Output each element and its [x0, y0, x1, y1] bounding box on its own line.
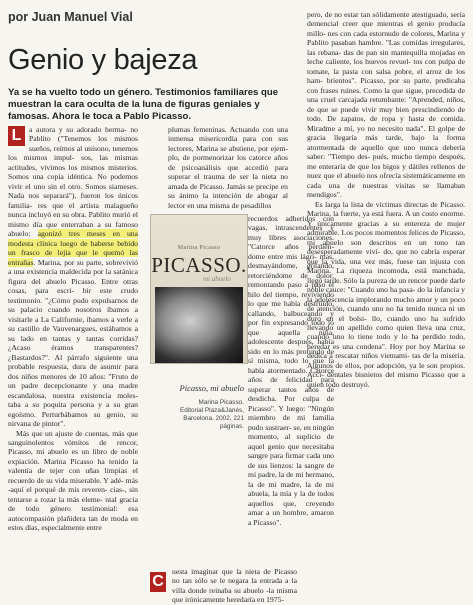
book-author: Marina Picasso	[177, 245, 221, 251]
book-caption	[162, 383, 244, 431]
book-title: PICASSO.	[151, 253, 247, 277]
dropcap-c: C	[150, 572, 166, 592]
column-3-paragraph-2: Es larga la lista de víctimas directas de Picasso. Marina, la fuerte, ya está fuera. A un costo enorme. Y únicamente gracias a su entereza de mujer admirable. Los pocos momentos felices de Picasso, mi abuelo son descritos en un tono tan desesperadamente viví- do, que no cabría esperar que la vida, una vez más, fuese tan injusta con Marina. La riqueza incomoda, está manchada, llegó tarde. Sólo la pureza de un rencor puede darle noble cauce: "Cuando uno ha pasa- do la infancia y la adolescencia implorando mucho amor y un poco de atención, cuando uno no ha tenido nunca ni un duro en el bolsi- llo, cuando uno ha sufrido llevando un apellido como quien lleva una cruz, cuando uno lo tiene todo y lo ha perdido todo, heredar es una condena". Hoy por hoy Marina se dedica a rescatar niños vietnami- tas de la miseria. Algunos de ellos, por adopción, ya le son propios. Acci- dentales bisnietos del mismo Picasso que a quien todo destruyó.	[307, 199, 465, 389]
caption-title: Picasso, mi abuelo	[179, 383, 244, 393]
standfirst: Ya se ha vuelto todo un género. Testimonios familiares que muestran la cara oculta de la luna de figuras geniales y famosas. Ahora le toca a Pablo Picasso.	[8, 87, 279, 122]
book-cover-photo	[155, 287, 243, 363]
column-2-bottom-text: uesta imaginar que la nieta de Picasso no tan sólo se le negara la entrada a la villa donde reinaba su abuelo -la misma que irónicamente heredaría en 1975-	[172, 567, 297, 605]
column-2-top-text: plumas femeninas. Actuando con una inmensa misericordia para con sus lectores, Marina se abstiene, por ejem- plo, de pormenorizar los catorce años de psicoanálisis que accedió para superar el trauma de ser la nieta no amada de Picasso. Jamás se precipe en su ánimo la intención de abogar al lector en una misma de pesadillos	[168, 125, 288, 210]
column-2-top	[168, 125, 288, 215]
column-3	[307, 10, 465, 595]
column-2-bottom	[172, 567, 297, 605]
highlighted-passage: agonizó tres meses en una modesta clínica luego de haberse bebido un frasco de lejía que le quemó las entrañas	[8, 229, 138, 267]
caption-publisher: Editorial Plaza&Janés,	[180, 407, 244, 414]
headline: Genio y bajeza	[8, 44, 198, 76]
book-subtitle: mi abuelo	[203, 275, 231, 283]
column-1	[8, 125, 138, 595]
column-1-paragraph-1	[8, 125, 138, 429]
column-1-paragraph-2: Más que un ajuste de cuentas, más que sanguinolentos vómitos de rencor, Picasso, mi abuelo es un libro de noble expiación. Marina Picasso ha tenido la valentía de tejer con uñas limpias el recuerdo de su vida miserable. Y adé- más -aquí el porqué de mis reveren- cias-, sin tentarse a rozar la más eleme- ntal gracia de todo género testimonial: esa autocompasión plañidera tan de moda en estos días, especialmente entre	[8, 428, 138, 533]
column-1-lead-continued: . Marina, por su parte, sobrevivió a una existencia maldecida por la satánica figura del abuelo Picasso. Entre otras cosas, para escri- bir este crudo testimonio. "¿Cómo pudo expulsarnos de su palacio cuando nosotros íbamos a visitarle a La Californie, íbamos a verle a su castillo de Vauvenargues, estábamos a su lado en tantas y tantas corridas? ¿Acaso éramos transparentes? ¿Bastardos?". Al párrafo siguiente una probable respuesta, dura de asumir para dos niños menores de 10 años: "Fruto de un padre decepcionante y una madre escandalosa, nuestra existencia moles- taba a su poquita persona y a su gran egoísmo. Perturbábamos su genio, su nirvana de pintor".	[8, 257, 138, 429]
dropcap-l: L	[8, 126, 25, 146]
column-1-lead-text: a autora y su adorado herma- no Pablito ("Tenemos los mismos sueños, reímos al unísono, tenemos los mismos impul- sos, las mismas actitudes, vivimos los mismos misterios. Somos una copia idéntica. No podemos vivir el uno sin el otro. Somos siameses. Nada nos separará"), fueron los únicos familia- res que el artista malagueño nunca incluyó en su obra. Pablito murió el mismo día que enterraban a su famoso abuelo:	[8, 125, 138, 239]
byline: por Juan Manuel Vial	[8, 10, 133, 24]
column-3-paragraph-1: pero, de no estar tan sólidamente atestiguado, sería demencial creer que mientras el genio producía millo- nes con cada estornudo de colores, Marina y Pablito pasaban hambre. "Las comidas irregulares, las rebana- das de pan sin mantequilla mojadas en leche caliente, los huevos revuel- tos con pulpa de tomate, la pasta con salsa pobre, el arroz de los ham- brientos". Picasso, por su parte, predicaba con frases ruines. Como la que sigue, precedida de una cruel carcajada retumbante: "Aprended, niños, de que se puede vivir muy bien prescindiendo de todo. De zapatos, de ropa y hasta de comida. Miradme a mí, yo no necesito nada". El golpe de gracia llegaría más tarde, bajo la forma atormentada de aquello que uno nunca debería saber: "Tiempo des- pués, mucho tiempo después, me enteraría de que los bigos y dátiles rellenos de nuez que el abuelo nos ofrecía sistemáticamente en cada una de nuestras visitas se llamaban mendigos".	[307, 10, 465, 200]
book-cover	[150, 214, 248, 364]
caption-details: Barcelona, 2002, 221 páginas.	[183, 415, 244, 430]
column-2-side-text: recuerdos adheridos con vagas, intrascendentes y muy libres asociaciones. "Catorce años perdién- dome entre mis lágri- mas, desmayándome, gritando, retorciéndome de dolor, remontando paso a paso el hilo del tiempo, reviviendo lo que me había destruido, callando, balbuceando y por fin expresando todo lo que aquella niña, adolescente después, había sido en lo más profundo de sí misma, todo lo que la había atormentado. Catorce años de felicidad para superar tantos años de desdicha. Por culpa de Picasso". Y luego: "Ningún miembro de mi familia pudo sustraer- se, en ningún momento, al suplicio de aquel genio que necesitaba sangre para firmar cada uno de sus lienzos: la sangre de mi padre, la de mi hermano, la de mi madre, la de mi abuela, la mía y la de todos aquellos que, creyendo amar a un hombre, amaron a Picasso".	[248, 214, 334, 527]
caption-author: Marina Picasso.	[198, 399, 244, 406]
